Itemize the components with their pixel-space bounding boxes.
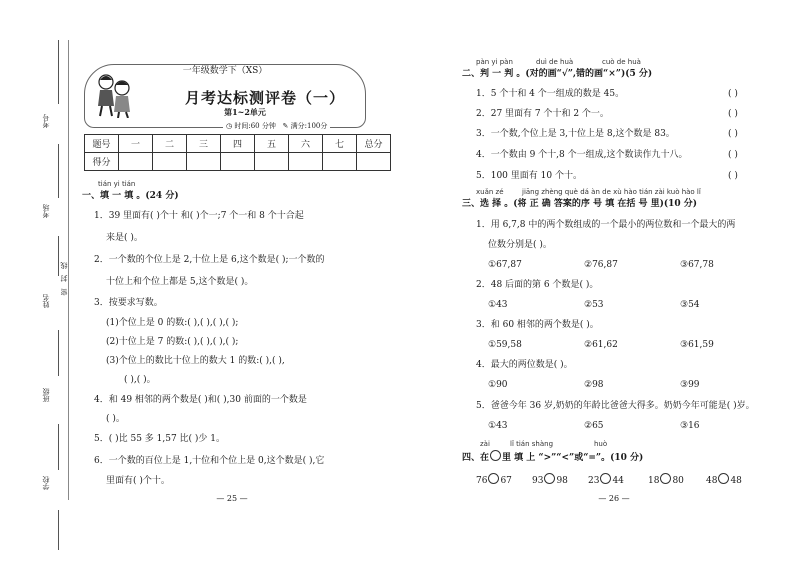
school-label: 学校 xyxy=(42,476,50,490)
choice-1-line-2: 位数分别是( )。 xyxy=(488,240,552,250)
section3-title: 三、选 择 。(将 正 确 答案的序 号 填 在括 号 里)(10 分) xyxy=(462,199,698,209)
choice-1-option-2[interactable]: ②76,87 xyxy=(584,260,618,270)
children-illustration-icon xyxy=(92,72,136,118)
compare-circle-1[interactable] xyxy=(488,473,499,484)
choice-4-option-3[interactable]: ③99 xyxy=(680,380,700,390)
judge-answer-1[interactable]: ( ) xyxy=(728,89,738,99)
section1-title: 一、填 一 填 。(24 分) xyxy=(82,191,179,201)
score-row-label: 得分 xyxy=(85,153,119,171)
section4-pinyin-3: huò xyxy=(594,440,608,448)
time-limit: 时间:60 分钟 xyxy=(234,122,276,130)
choice-3: 3．和 60 相邻的两个数是( )。 xyxy=(476,320,599,330)
score-cell[interactable] xyxy=(323,153,357,171)
judge-answer-2[interactable]: ( ) xyxy=(728,109,738,119)
choice-5: 5．爸爸今年 36 岁,奶奶的年龄比爸爸大得多。奶奶今年可能是( )岁。 xyxy=(476,401,755,411)
exam-no-label: 考号 xyxy=(42,114,50,128)
section4-pinyin-2: lǐ tián shàng xyxy=(510,440,554,448)
choice-5-option-1[interactable]: ①43 xyxy=(488,421,508,431)
class-label: 班级 xyxy=(42,388,50,402)
compare-circle-4[interactable] xyxy=(660,473,671,484)
section3-pinyin-2: jiāng zhèng què dá àn de xù hào tián zài kuò hào lǐ xyxy=(522,188,701,196)
exam-title: 月考达标测评卷（一） xyxy=(185,89,346,107)
choice-3-option-1[interactable]: ①59,58 xyxy=(488,340,522,350)
section3-pinyin-1: xuǎn zé xyxy=(476,188,504,196)
compare-left: 23 xyxy=(588,476,600,486)
full-score: 满分:100分 xyxy=(290,122,328,130)
school-line xyxy=(58,510,59,550)
score-cell[interactable] xyxy=(255,153,289,171)
score-table xyxy=(84,134,391,171)
score-table-header-row xyxy=(85,135,391,153)
score-header-cell: 五 xyxy=(255,135,289,153)
unit-label: 第1~2单元 xyxy=(224,107,266,117)
exam-no-line xyxy=(58,40,59,104)
score-cell[interactable] xyxy=(357,153,391,171)
compare-circle-5[interactable] xyxy=(718,473,729,484)
choice-2: 2．48 后面的第 6 个数是( )。 xyxy=(476,280,599,290)
page-number-left: — 25 — xyxy=(216,494,248,503)
score-header-cell: 七 xyxy=(323,135,357,153)
question-1-line-1: 1．39 里面有( )个十 和( )个一;7 个一和 8 个十合起 xyxy=(94,211,304,221)
compare-item-2 xyxy=(532,473,568,487)
score-cell[interactable] xyxy=(119,153,153,171)
compare-circle-3[interactable] xyxy=(600,473,611,484)
question-4-cont: ( )。 xyxy=(106,414,125,424)
compare-item-4 xyxy=(648,473,684,487)
judge-item-5: 5．100 里面有 10 个十。 xyxy=(476,171,582,181)
question-1-line-2: 来是( )。 xyxy=(106,233,143,243)
judge-answer-3[interactable]: ( ) xyxy=(728,129,738,139)
score-header-cell: 二 xyxy=(153,135,187,153)
section4-pinyin-1: zài xyxy=(480,440,490,448)
question-3-part-3: (3)个位上的数比十位上的数大 1 的数:( ),( ), xyxy=(106,356,285,366)
choice-2-option-2[interactable]: ②53 xyxy=(584,300,604,310)
class-line xyxy=(58,424,59,470)
compare-left: 93 xyxy=(532,476,544,486)
choice-1-line-1: 1．用 6,7,8 中的两个数组成的一个最小的两位数和一个最大的两 xyxy=(476,220,736,230)
compare-left: 18 xyxy=(648,476,660,486)
choice-3-option-2[interactable]: ②61,62 xyxy=(584,340,618,350)
section4-title-end: 里 填 上 “>”“<”或“=”。(10 分) xyxy=(502,453,644,463)
question-2-line-2: 十位上和个位上都是 5,这个数是( )。 xyxy=(106,277,254,287)
judge-item-4: 4．一个数由 9 个十,8 个一组成,这个数读作九十八。 xyxy=(476,150,688,160)
page-number-right: — 26 — xyxy=(598,494,630,503)
judge-answer-5[interactable]: ( ) xyxy=(728,171,738,181)
score-cell[interactable] xyxy=(289,153,323,171)
compare-right: 98 xyxy=(556,476,568,486)
choice-5-option-3[interactable]: ③16 xyxy=(680,421,700,431)
choice-5-option-2[interactable]: ②65 xyxy=(584,421,604,431)
compare-item-5 xyxy=(706,473,742,487)
compare-left: 48 xyxy=(706,476,718,486)
compare-item-1 xyxy=(476,473,512,487)
seat-line-2 xyxy=(58,236,59,276)
section4-title-start: 四、在 xyxy=(462,453,490,463)
section4-title xyxy=(462,450,643,464)
choice-2-option-1[interactable]: ①43 xyxy=(488,300,508,310)
question-4: 4．和 49 相邻的两个数是( )和( ),30 前面的一个数是 xyxy=(94,395,307,405)
score-header-cell: 总分 xyxy=(357,135,391,153)
question-2-line-1: 2．一个数的个位上是 2,十位上是 6,这个数是( );一个数的 xyxy=(94,255,325,265)
section2-pinyin-2: duì de huà xyxy=(536,58,574,66)
question-3-part-2: (2)十位上是 7 的数:( ),( ),( ),( ); xyxy=(106,337,239,347)
section2-pinyin-1: pàn yi pàn xyxy=(476,58,513,66)
question-6-line-1: 6．一个数的百位上是 1,十位和个位上是 0,这个数是( ),它 xyxy=(94,456,325,466)
choice-2-option-3[interactable]: ③54 xyxy=(680,300,700,310)
compare-right: 44 xyxy=(612,476,624,486)
compare-right: 80 xyxy=(672,476,684,486)
score-header-cell: 六 xyxy=(289,135,323,153)
compare-circle-2[interactable] xyxy=(544,473,555,484)
compare-item-3 xyxy=(588,473,624,487)
choice-4-option-2[interactable]: ②98 xyxy=(584,380,604,390)
seat-label: 考场 xyxy=(42,204,50,218)
judge-item-3: 3．一个数,个位上是 3,十位上是 8,这个数是 83。 xyxy=(476,129,675,139)
clock-icon: ◷ xyxy=(226,122,233,130)
question-3: 3．按要求写数。 xyxy=(94,298,163,308)
compare-right: 48 xyxy=(730,476,742,486)
circle-icon xyxy=(490,450,501,461)
judge-item-1: 1．5 个十和 4 个一组成的数是 45。 xyxy=(476,89,625,99)
pencil-icon: ✎ xyxy=(282,122,289,130)
name-line xyxy=(58,330,59,376)
score-table-row xyxy=(85,153,391,171)
score-header-cell: 三 xyxy=(187,135,221,153)
score-header-cell: 一 xyxy=(119,135,153,153)
section2-title: 二、判 一 判 。(对的画“√”,错的画“×”)(5 分) xyxy=(462,69,653,79)
header-subtitle: 一年级数学下（XS） xyxy=(182,66,268,76)
question-3-part-1: (1)个位上是 0 的数:( ),( ),( ),( ); xyxy=(106,318,239,328)
question-5: 5．( )比 55 多 1,57 比( )少 1。 xyxy=(94,434,226,444)
score-cell[interactable] xyxy=(153,153,187,171)
score-cell[interactable] xyxy=(187,153,221,171)
choice-1-option-3[interactable]: ③67,78 xyxy=(680,260,714,270)
score-header-cell: 题号 xyxy=(85,135,119,153)
question-6-line-2: 里面有( )个十。 xyxy=(106,476,170,486)
judge-item-2: 2．27 里面有 7 个十和 2 个一。 xyxy=(476,109,609,119)
section2-pinyin-3: cuò de huà xyxy=(602,58,641,66)
choice-4: 4．最大的两位数是( )。 xyxy=(476,360,573,370)
choice-3-option-3[interactable]: ③61,59 xyxy=(680,340,714,350)
choice-4-option-1[interactable]: ①90 xyxy=(488,380,508,390)
question-3-part-3-cont: ( ),( )。 xyxy=(124,375,156,385)
seal-line xyxy=(68,40,69,500)
score-cell[interactable] xyxy=(221,153,255,171)
exam-meta xyxy=(223,121,330,131)
judge-answer-4[interactable]: ( ) xyxy=(728,150,738,160)
compare-left: 76 xyxy=(476,476,488,486)
seat-line xyxy=(58,144,59,198)
seal-line-label: 密 封 线 xyxy=(60,260,68,296)
score-header-cell: 四 xyxy=(221,135,255,153)
choice-1-option-1[interactable]: ①67,87 xyxy=(488,260,522,270)
name-label: 姓名 xyxy=(42,294,50,308)
section1-pinyin: tián yi tián xyxy=(98,180,136,188)
compare-right: 67 xyxy=(500,476,512,486)
